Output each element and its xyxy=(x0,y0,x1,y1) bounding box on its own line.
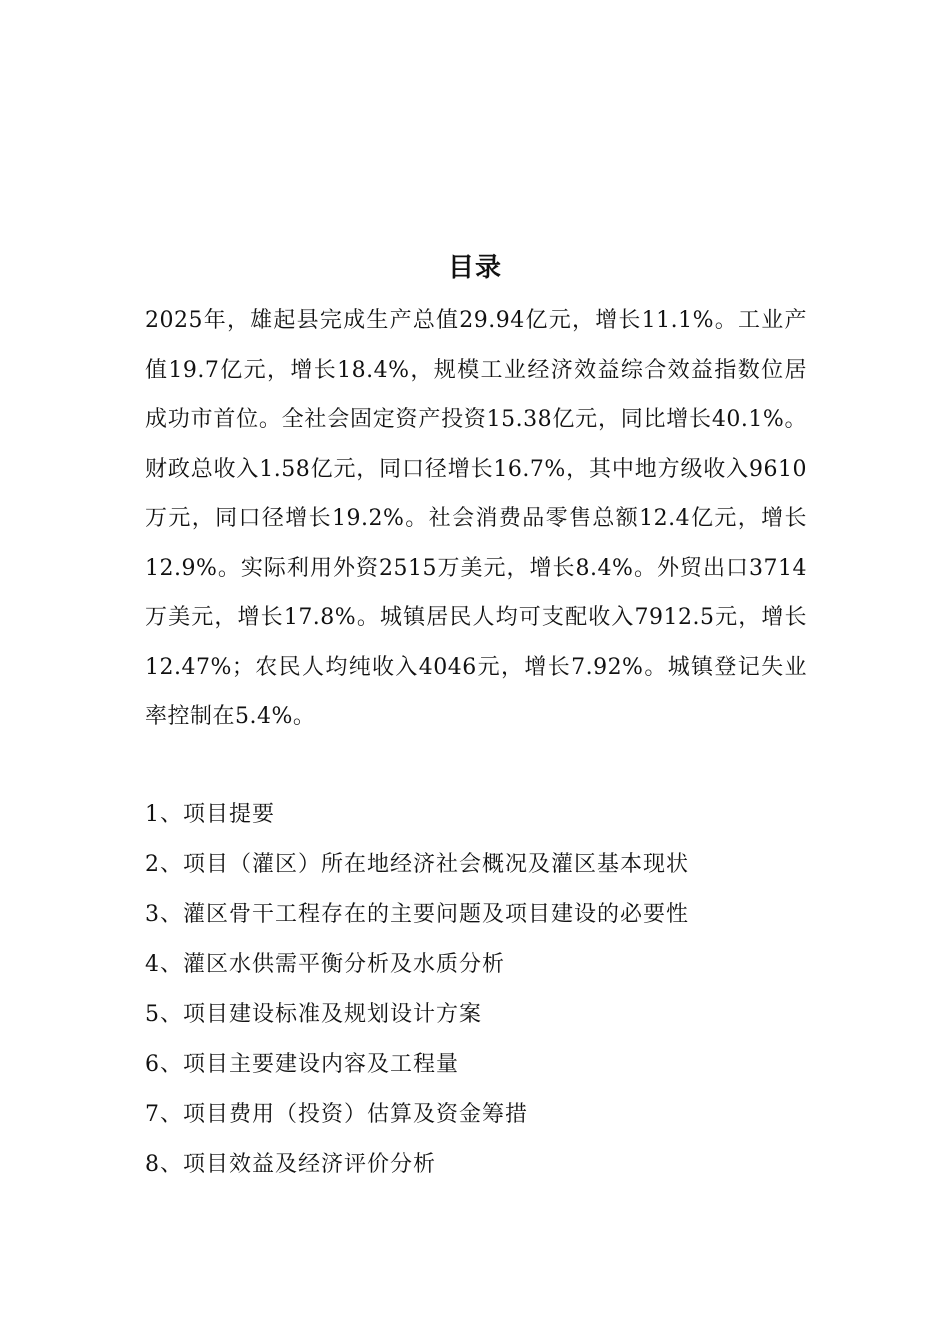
toc-item-6: 6、项目主要建设内容及工程量 xyxy=(145,1052,459,1077)
page-title: 目录 xyxy=(447,253,502,283)
toc-item-4: 4、灌区水供需平衡分析及水质分析 xyxy=(145,952,505,977)
toc-item-3: 3、灌区骨干工程存在的主要问题及项目建设的必要性 xyxy=(145,902,689,927)
toc-item-1: 1、项目提要 xyxy=(145,802,275,827)
toc-item-2: 2、项目（灌区）所在地经济社会概况及灌区基本现状 xyxy=(145,852,689,877)
summary-paragraph: 2025年，雄起县完成生产总值29.94亿元，增长11.1%。工业产值19.7亿元，增长18.4%，规模工业经济效益综合效益指数位居成功市首位。全社会固定资产投资15.38亿元，同比增长40.1%。财政总收入1.58亿元，同口径增长16.7%，其中地方级收入9610万元，同口径增长19.2%。社会消费品零售总额12.4亿元，增长12.9%。实际利用外资2515万美元，增长8.4%。外贸出口3714万美元，增长17.8%。城镇居民人均可支配收入7912.5元，增长12.47%；农民人均纯收入4046元，增长7.92%。城镇登记失业率控制在5.4%。 xyxy=(145,308,807,729)
toc-item-7: 7、项目费用（投资）估算及资金筹措 xyxy=(145,1102,528,1127)
toc-item-8: 8、项目效益及经济评价分析 xyxy=(145,1152,436,1177)
table-of-contents xyxy=(145,793,807,1193)
toc-item-5: 5、项目建设标准及规划设计方案 xyxy=(145,1002,482,1027)
